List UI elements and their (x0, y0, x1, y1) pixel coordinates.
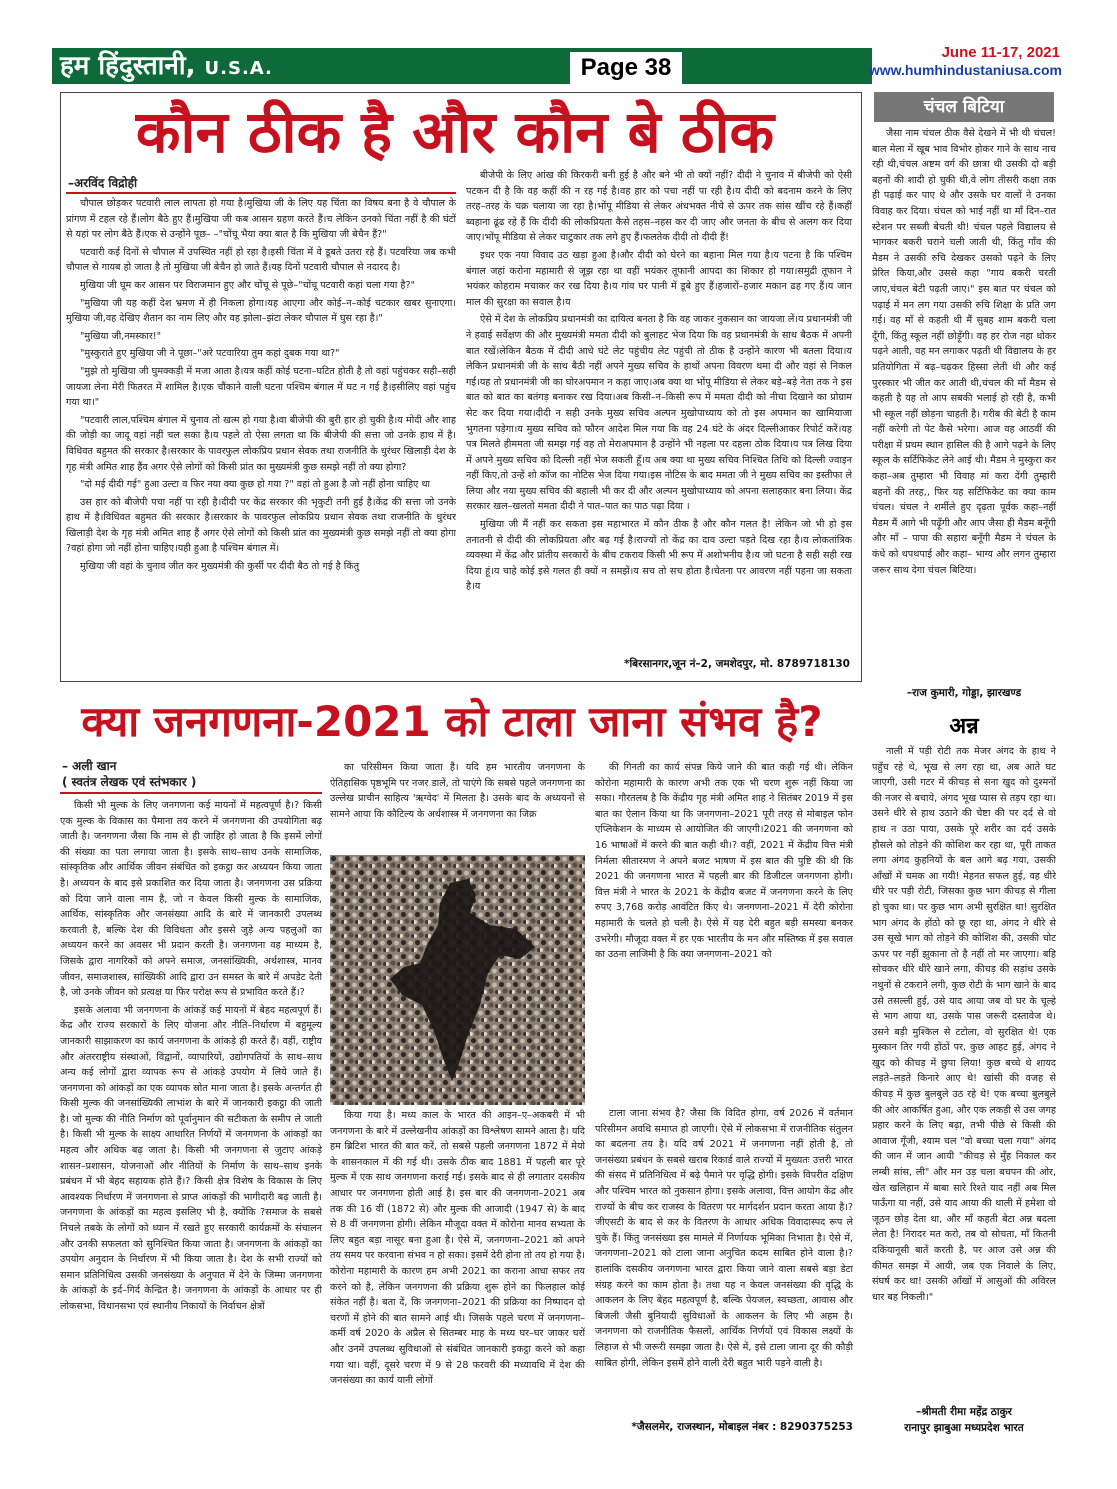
article1-col1 (66, 196, 456, 668)
article2-col3-bottom (595, 1106, 853, 1412)
article2-author: – अली खान (62, 759, 117, 773)
paragraph: "मुखिया जी,नमस्कार!" (80, 330, 162, 342)
article1-byline: –अरविंद विद्रोही (68, 176, 138, 190)
paragraph: जैसा नाम चंचल ठीक वैसे देखने में भी थी चंचल! बाल मेला में खूब भाव विभोर होकर गाने के साथ नाच रही थी,चंचल अष्टम वर्ग की छात्रा थी उसकी दो बड़ी बहनों की शादी हो चुकी थी,वे लोग तीसरी कक्षा तक ही पढ़ाई कर पाए थे और उसके घर वालों ने उनका विवाह कर दिया। चंचल को भाई नहीं था माँ दिन–रात स्टेशन पर सब्जी बेचती थी! चंचल पहले विद्यालय से भागकर बकरी चराने चली जाती थी, किंतु गाँव की मैडम ने उसकी रुचि देखकर उसको पढ़ने के लिए प्रेरित किया,और उससे कहा "गाय बकरी चरती जाए,चंचल बेटी पढ़ती जाए।" इस बात पर चंचल को पढ़ाई में मन लग गया उसकी रुचि शिक्षा के प्रति जग गई। वह माँ से कहती थी मैं सुबह शाम बकरी चला दूँगी, किंतु स्कूल नहीं छोड़ूँगी। वह हर रोज नहा धोकर पढ़ने आती, वह मन लगाकर पढ़ती थी विद्यालय के हर प्रतियोगिता में बढ़–चढ़कर हिस्सा लेती थी और कई पुरस्कार भी जीत कर आती थी,चंचल की माँ मैडम से कहती है यह तो आप सबकी भलाई हो रही है, कभी भी स्कूल नहीं छोड़ना चाहती है। गरीब की बेटी है काम नहीं करेगी तो पेट कैसे भरेगा। आज वह आठवीं की परीक्षा में प्रथम स्थान हासिल की है आगे पढ़ने के लिए स्कूल के सर्टिफिकेट लेने आई थी। मैडम ने मुस्कुरा कर कहा–अब तुम्हारा भी विवाह मां करा देंगी तुम्हारी बहनों की तरह,, फिर यह सर्टिफिकेट का क्या काम चंचल। चंचल ने शर्मीले हुए दृढ़ता पूर्वक कहा–नहीं मैडम मैं आगे भी पढ़ूँगी और आप जैसा ही मैडम बनूँगी और माँ – पापा की सहारा बनूँगी मैडम ने चंचल के कंधे को थपथपाई और कहा– भाग्य और लगन तुम्हारा जरूर साथ देगा चंचल बिटिया। (872, 128, 1056, 576)
article1-rule (66, 192, 456, 194)
paragraph: "पटवारी लाल,पश्चिम बंगाल में चुनाव तो खत्म हो गया है।वा बीजेपी की बुरी हार हो चुकी है।य मोदी और शाह की जोड़ी का जादू वहां नहीं चल सका है।य पहले तो ऐसा लगता था कि बीजेपी की सत्ता जो उनके हाथ में है।विधिवत बहुमत की सरकार है।सरकार के पावरफुल लोकप्रिय प्रधान सेवक तथा राजनीति के धुरंधर खिलाड़ी देश के गृह मंत्री अमित शाह हैंव अगर ऐसे लोगों को किसी प्रांत का मुख्यमंत्री कुछ समझे नहीं तो क्या होगा? (66, 414, 456, 473)
paragraph: इसके अलावा भी जनगणना के आंकड़ें कई मायनों में बेहद महत्वपूर्ण हैं। केंद्र और राज्य सरकारों के लिए योजना और नीति–निर्धारण में बहुमूल्य जानकारी साझाकरण का कार्य जनगणना के आंकड़े ही करते हैं। वहीं, राष्ट्रीय और अंतरराष्ट्रीय संस्थाओं, विद्वानों, व्यापारियों, उद्योगपतियों के साथ–साथ अन्य कई लोगों द्वारा व्यापक रूप से आंकड़े उपयोग में लिये जाते हैं। जनगणना को आंकड़ों का एक व्यापक स्रोत माना जाता है। इसके अन्तर्गत ही किसी मुल्क की जनसांख्यिकी लाभांश के बारे में जानकारी इकट्ठा की जाती है। जो मुल्क की नीति निर्माण को पूर्वानुमान की सटीकता के समीप ले जाती है। किसी भी मुल्क के साक्ष्य आधारित निर्णयों में जनगणना के आंकड़ों का महत्व और अधिक बढ़ जाता है। किसी भी जनगणना से जुटाए आंकड़े शासन–प्रशासन, योजनाओं और नीतियों के निर्माण के साथ–साथ इनके प्रबंधन में भी बेहद सहायक होते हैं।? किसी क्षेत्र विशेष के विकास के लिए आवश्यक निर्धारण में जनगणना से प्राप्त आंकड़ों की भागीदारी बढ़ जाती है। जनगणना के आंकड़ों का महत्व इसलिए भी है, क्योंकि ?समाज के सबसे निचले तबके के लोगों को ध्यान में रखते हुए सरकारी कार्यक्रमों के संचालन और उनकी सफलता को सुनिश्चित किया जाता है। जनगणना के आंकड़ों का उपयोग अनुदान के निर्धारण में भी किया जाता है। देश के सभी राज्यों को समान प्रतिनिधित्व उसकी जनसंख्या के अनुपात में देने के जिम्मा जनगणना के आंकड़ों के इर्द–गिर्द केन्द्रित है। जनगणना के आंकड़ों के आधार पर ही लोकसभा, विधानसभा एवं स्थानीय निकायों के निर्वाचन क्षेत्रों (60, 1004, 322, 1312)
paragraph: नाली में पड़ी रोटी तक मेजर अंगद के हाथ ने पहुँच रहे थे, भूख से लग रहा था, अब आते घट जाएगी, उसी गटर में कीचड़ से सना खुद को दुश्मनों की नजर से बचाये, अंगद भूख प्यास से तड़प रहा था। उसने धीरे से हाथ उठाने की चेष्टा की पर दर्द से वो हाथ न उठा पाया, उसके पूरे शरीर का दर्द उसके हौसले को तोड़ने की कोशिश कर रहा था, पूरी ताकत लगा अंगद कुहनियों के बल आगे बढ़ गया, उसकी आँखों में चमक आ गयी! मेहनत सफल हुई, वह धीरे धीरे पर पड़ी रोटी, जिसका कुछ भाग कीचड़ से गीला हो चुका था। पर कुछ भाग अभी सुरक्षित था! सुरक्षित भाग अंगद के होंठो को छू रहा था, अंगद ने धीरे से उस सूखे भाग को तोड़ने की कोशिश की, उसकी चोट ऊपर पर नहीं झुकाना तो है नहीं तो मर जाएगा। बहि सोचकर धीरे धीरे खाने लगा, कीचड़ की सड़ांध उसके नथुनों से टकराने लगी, कुछ रोटी के भाग खाने के बाद उसे तसल्ली हुई, उसे याद आया जब वो घर के चूल्हे से भाग आया था, उसके पास जरूरी दस्तावेज थे। उसने बड़ी मुश्किल से टटोला, वो सुरक्षित थे! एक मुस्कान तिर गयी होंठों पर, कुछ आहट हुई, अंगद ने खुद को कीचड़ में छुपा लिया! कुछ बच्चे थे शायद लड़ते–लड़ते किनारे आए थे! खांसी की वजह से कीचड़ में कुछ बुलबुले उठ रहे थे! एक बच्चा बुलबुले की ओर आकर्षित हुआ, और एक लकड़ी से उस जगह प्रहार करने के लिए बढ़ा, तभी पीछे से किसी की आवाज गूँजी, श्याम चल "वो बच्चा चला गया" अंगद की जान में जान आयी "कीचड़ से मुँह निकाल कर लम्बी सांस, ली" और मन उड़ चला बचपन की ओर, खेत खलिहान में बाबा सारे रिश्ते याद नहीं अब मिल पाऊँगा या नहीं, उसे याद आया की थाली में हमेशा वो जूठन छोड़ देता था, और माँ कहती बेटा अन्न बदला लेता है! निरादर मत करो, तब वो सोचता, माँ कितनी दकियानूसी बातें करती है, पर आज उसे अन्न की कीमत समझ में आयी, जब एक निवाले के लिए, संघर्ष कर था! उसकी आँखों में आसुओं की अविरल धार बह निकली।" (872, 746, 1056, 1303)
paragraph: का परिसीमन किया जाता है। यदि हम भारतीय जनगणना के ऐतिहासिक पृष्ठभूमि पर नजर डालें, तो पाएंगे कि सबसे पहले जनगणना का उल्लेख प्राचीन साहित्य 'ऋग्वेद' में मिलता है। उसके बाद के अध्ययनों से सामने आया कि कौटिल्य के अर्थशास्त्र में जनगणना का जिक्र (330, 762, 585, 820)
paragraph: बीजेपी के लिए आंख की किरकरी बनी हुई है और बने भी तो क्यों नहीं? दीदी ने चुनाव में बीजेपी को ऐसी पटकन दी है कि वह कहीं की न रह गई है।वह हार को पचा नहीं पा रही है।य दीदी को बदनाम करने के लिए तरह–तरह के चक्र चलाया जा रहा है।भोंपू मीडिया से लेकर अंधभक्त नीचे से ऊपर तक सांस खींच रहे हैं।कहीं ब्वहाना ढूंढ रहे हैं कि दीदी की लोकप्रियता कैसे तहस–नहस कर दी जाए और जनता के बीच से अलग कर दिया जाए।भोंपू मीडिया से लेकर चाटुकार तक लगे हुए हैं।फलतेक दीदी तो दीदी हैं! (466, 170, 852, 244)
poem2-body (872, 744, 1056, 1402)
crowd-photo-svg (330, 855, 585, 1105)
article2-rule (60, 792, 322, 794)
poem1-author: –राज कुमारी, गोड्डा, झारखण्ड (906, 687, 1022, 699)
paragraph: उस हार को बीजेपी पचा नहीं पा रही है।दीदी पर केंद्र सरकार की भृकुटी तनी हुई है।केंद्र की सत्ता जो उनके हाथ में है।विधिवत बहुमत की सरकार है।सरकार के पावरफुल लोकप्रिय प्रधान सेवक तथा राजनीति के धुरंधर खिलाड़ी देश के गृह मंत्री अमित शाह हैं अगर ऐसे लोगों को किसी प्रांत का मुख्यमंत्री कुछ समझे नहीं तो क्या होगा ?वहां होगा जो नहीं होना चाहिए।यही हुआ है पश्चिम बंगाल में। (66, 496, 456, 555)
article1-headline: कौन ठीक है और कौन बे ठीक (135, 98, 775, 166)
article2-headline: क्या जनगणना-2021 को टाला जाना संभव है? (81, 697, 823, 746)
paragraph: चौपाल छोड़कर पटवारी लाल लापता हो गया है।मुखिया जी के लिए यह चिंता का विषय बना है वे चौपाल के प्रांगण में टहल रहे हैं।लोग बैठे हुए हैं।मुखिया जी कब आसन ग्रहण करते हैं।च लेकिन उनको चिंता नहीं है की घंटों से यहां पर लोग बैठे हैं।एक से उन्होंने पूछ– –"चोंचू भैया क्या बात है कि मुखिया जी बेचैन हैं?" (66, 198, 456, 241)
poem1-title: चंचल बिटिया (874, 92, 1054, 122)
masthead-title (60, 50, 273, 85)
article2-col2-bottom (330, 1108, 585, 1438)
article2-signature: *जैसलमेर, राजस्थान, मोबाइल नंबर : 8290375253 (631, 1421, 853, 1433)
article2-col1 (60, 798, 322, 1438)
crowd-india-map-photo (330, 855, 585, 1105)
paragraph: मुखिया जी घूम कर आसन पर विराजमान हुए और चोंचू से पूछे–"चोंचू पटवारी कहां चला गया है?" (80, 279, 416, 291)
paragraph: मुखिया जी वहां के चुनाव जीत कर मुख्यमंत्री की कुर्सी पर दीदी बैठ तो गई है किंतु (80, 561, 360, 573)
issue-date: June 11-17, 2021 (941, 44, 1060, 61)
article2-author-role: ( स्वतंत्र लेखक एवं स्तंभकार ) (62, 775, 197, 789)
poem2-title: अन्न (949, 714, 979, 739)
article1-col2 (466, 168, 852, 652)
paragraph: "मुझे तो मुखिया जी घुमक्कड़ी में मजा आता है।यत्र कहीं कोई घटना–घटित होती है तो वहां पहुंचकर सही–सही जायजा लेना मेरी फितरत में शामिल है।एक चौंकाने वाली घटना पश्चिम बंगाल में घट न गई है।इसीलिए वहां पहुंच गया था।" (66, 365, 456, 409)
paragraph: पटवारी कई दिनों से चौपाल में उपस्थित नहीं हो रहा है।इसी चिंता में वे डूबते उतरा रहे हैं। पटवरिया जब कभी चौपाल से गायब हो जाता है तो मुखिया जी बेचैन हो जाते हैं।यह दिनों पटवारी चौपाल से नदारद है। (66, 246, 456, 274)
paragraph: ऐसे में देश के लोकप्रिय प्रधानमंत्री का दायित्व बनता है कि वह जाकर नुकसान का जायजा लें।य प्रधानमंत्री जी ने हवाई सर्वेक्षण की और मुख्यमंत्री ममता दीदी को बुलाहट भेज दिया कि वह प्रधानमंत्री के साथ बैठक में अपनी बात रखें।लेकिन बैठक में दीदी आधे घंटे लेट पहुंचीय लेट पहुंची तो ठीक है उन्होंने कारण भी बतला दिया।य लेकिन प्रधानमंत्री जी के साथ बैठी नहीं अपने मुख्य सचिव के हाथों अपना विवरण थमा दी और वहां से निकल गई।यह तो प्रधानमंत्री जी का घोरअपमान न कहा जाए।अब क्या था भोंपू मीडिया से लेकर बड़े–बड़े नेता तक ने इस बात को बात का बतंगड़ बनाकर रख दिया।अब किसी–न–किसी रूप में ममता दीदी को नीचा दिखाने का प्रोग्राम सेट कर दिया गया।दीदी न सही उनके मुख्य सचिव अल्पन मुखोपाध्याय को तो इस अपमान का खामियाजा भुगतना पड़ेगा।य मुख्य सचिव को फौरन आदेश मिल गया कि वह 24 घंटे के अंदर दिल्लीआकर रिपोर्ट करें।यह पत्र मिलते हीममता जी समझ गई वह तो मेराअपमान है उन्होंने भी नहला पर दहला ठोक दिया।य पत्र लिख दिया में अपने मुख्य सचिव को दिल्ली नहीं भेज सकती हूँ।य अब क्या था मुख्य सचिव निश्चित तिथि को दिल्ली ज्वाइन नहीं किए,तो उन्हें शो कॉज का नोटिस भेज दिया गया।इस नोटिस के बाद ममता जी ने मुख्य सचिव का इस्तीफा ले लिया और नया मुख्य सचिव की बहाली भी कर दी और अल्पन मुखोपाध्याय को अपना सलाहकार बना लिया। केंद्र सरकार खल–खलतो ममता दीदी ने पात–पात का पाठ पढ़ा दिया । (466, 314, 852, 513)
paragraph: मुखिया जी मैं नहीं कर सकता इस महाभारत में कौन ठीक है और कौन गलत है! लेकिन जो भी हो इस तनातनी से दीदी की लोकप्रियता और बढ़ गई है।राज्यों तो केंद्र का दाव उल्टा पड़ते दिख रहा है।य लोकतांत्रिक व्यवस्था में केंद्र और प्रांतीय सरकारों के बीच टकराव किसी भी रूप में अशोभनीय है।य जो घटना है सही सही रख दिया हूं।य चाहे कोई इसे गलत ही क्यों न समझें।य सच तो सच होता है।चेतना पर आवरण नहीं पहना जा सकता है।य (466, 519, 852, 593)
paragraph: "मुस्कुराते हुए मुखिया जी ने पूछा–"अरे पटवारिया तुम कहां दुबक गया था?" (80, 348, 340, 360)
masthead-country: U.S.A. (204, 58, 273, 79)
article2-col2-top (330, 760, 585, 854)
paragraph: टाला जाना संभव है? जैसा कि विदित होगा, वर्ष 2026 में वर्तमान परिसीमन अवधि समाप्त हो जाएगी। ऐसे में लोकसभा में राजनीतिक संतुलन का बदलना तय है। यदि वर्ष 2021 में जनगणना नहीं होती है, तो जनसंख्या प्रबंधन के सबसे खराब रिकार्ड वाले राज्यों में मुख्यतः उत्तरी भारत की संसद में प्रतिनिधित्व में बढ़े पैमाने पर वृद्धि होगी। इसके विपरीत दक्षिण और पश्चिम भारत को नुकसान होगा। इसके अलावा, वित्त आयोग केंद्र और राज्यों के बीच कर राजस्व के वितरण पर मार्गदर्शन प्रदान करता आया है।? जीएसटी के बाद से कर के वितरण के आधार अधिक विवादास्पद रूप ले चुके हैं। किंतु जनसंख्या इस मामले में निर्णायक भूमिका निभाता है। ऐसे में, जनगणना–2021 को टाला जाना अनुचित कदम साबित होने वाला है।? हालांकि दसकीय जनगणना भारत द्वारा किया जाने वाला सबसे बड़ा डेटा संग्रह करने का काम होता है। तथा यह न केवल जनसंख्या की वृद्धि के आकलन के लिए बेहद महत्वपूर्ण है, बल्कि पेयजल, स्वच्छता, आवास और बिजली जैसी बुनियादी सुविधाओं के आकलन के लिए भी अहम है। जनगणना को राजनीतिक फैसलों, आर्थिक निर्णयों एवं विकास लक्ष्यों के लिहाज से भी जरूरी समझा जाता है। ऐसे में, इसे टाला जाना दूर की कौड़ी साबित होगी, लेकिन इसमें होने वाली देरी बहुत भारी पड़ने वाली है। (595, 1108, 853, 1369)
paragraph: "दो मई दीदी गई" हुआ उल्टा व फिर नया क्या कुछ हो गया ?" वहां तो हुआ है जो नहीं होना चाहिए था (80, 479, 431, 491)
article1-signature: *बिरसानगर,जून नं–2, जमशेदपुर, मो. 8789718130 (623, 658, 850, 670)
paragraph: किसी भी मुल्क के लिए जनगणना कई मायनों में महत्वपूर्ण है।? किसी एक मुल्क के विकास का पैमाना तय करने में जनगणना की उपयोगिता बढ़ जाती है। जनगणना जैसा कि नाम से ही जाहिर हो जाता है कि इसमें लोगों की संख्या का पता लगाया जाता है। इसके साथ–साथ उनके सामाजिक, सांस्कृतिक और आर्थिक जीवन संबंधित को इकट्ठा कर अध्ययन किया जाता है। अध्ययन के बाद इसे प्रकाशित कर दिया जाता है। जनगणना उस प्रक्रिया को दिया जाने वाला नाम है, जो न केवल किसी मुल्क के सामाजिक, आर्थिक, सांस्कृतिक और जनसंख्या आदि के बारे में जानकारी उपलब्ध करवाती है, बल्कि देश की विविधता और इससे जुड़े अन्य पहलुओं का अध्ययन करने का अवसर भी प्रदान करती है। जनगणना वह माध्यम है, जिसके द्वारा नागरिकों को अपने समाज, जनसांख्यिकी, अर्थशास्त्र, मानव जीवन, समाजशास्त्र, सांख्यिकी आदि द्वारा उन समस्त के बारे में अपडेट देती है, जो उनके जीवन को प्रत्यक्ष या फिर परोक्ष रूप से प्रभावित करते हैं।? (60, 800, 322, 999)
page-number: Page 38 (570, 52, 682, 84)
article2-col3-top (595, 760, 853, 1104)
paragraph: किया गया है। मध्य काल के भारत की आइन–ए–अकबरी में भी जनगणना के बारे में उल्लेखनीय आंकड़ों का विश्लेषण सामने आता है। यदि हम ब्रिटिश भारत की बात करें, तो सबसे पहली जनगणना 1872 में मेयो के शासनकाल में की गई थी। उसके ठीक बाद 1881 में पहली बार पूरे मुल्क में एक साथ जनगणना कराई गई। इसके बाद से ही लगातार दसकीय आधार पर जनगणना होती आई है। इस बार की जनगणना–2021 अब तक की 16 वीं (1872 से) और मुल्क की आजादी (1947 से) के बाद से 8 वीं जनगणना होगी। लेकिन मौजूदा वक्त में कोरोना मानव सभ्यता के लिए बहुत बड़ा नासूर बना हुआ है। ऐसे में, जनगणना–2021 को अपने तय समय पर करवाना संभव न हो सका। इसमें देरी होना तो तय हो गया है। कोरोना महामारी के कारण हम अभी 2021 का कराना आधा सफर तय करने को है, लेकिन जनगणना की प्रक्रिया शुरू होने का फिलहाल कोई संकेत नहीं है। बता दें, कि जनगणना–2021 की प्रक्रिया का निष्पादन दो चरणों में होने की बात सामने आई थी। जिसके पहले चरण में जनगणना–कर्मी वर्ष 2020 के अप्रैल से सितम्बर माह के मध्य घर–घर जाकर घरों और उनमें उपलब्ध सुविधाओं से संबंधित जानकारी इकट्ठा करने को कहा गया था। वहीं, दूसरे चरण में 9 से 28 फरवरी की मध्यावधि में देश की जनसंख्या का कार्य यानी लोगों (330, 1110, 585, 1387)
masthead-name: हम हिंदुस्तानी, (60, 51, 196, 81)
poem1-body (872, 126, 1056, 674)
paragraph: इधर एक नया विवाद उठ खड़ा हुआ है।और दीदी को घेरने का बहाना मिल गया है।य पटना है कि पश्चिम बंगाल जहां करोना महामारी से जूझ रहा था वहीं भयंकर तूफानी आपदा का शिकार हो गया।समुद्री तूफान ने भयंकर कोहराम मचाकर कर रख दिया है।य गांव घर पानी में डूबे हुए हैं।हजारों–हजार मकान ढह गए हैं।य जान माल की सुरक्षा का सवाल है।य (466, 249, 852, 308)
poem2-author: –श्रीमती रीमा महेंद्र ठाकुर (916, 1406, 1012, 1418)
paragraph: की गिनती का कार्य संपन्न किये जाने की बात कही गई थी। लेकिन कोरोना महामारी के कारण अभी तक एक भी चरण शुरू नहीं किया जा सका। गौरतलब है कि केंद्रीय गृह मंत्री अमित शाह ने सितंबर 2019 में इस बात का ऐलान किया था कि जनगणना–2021 पूरी तरह से मोबाइल फोन एप्लिकेशन के माध्यम से आयोजित की जाएगी।2021 की जनगणना को 16 भाषाओं में करने की बात कही थी।? वहीं, 2021 में केंद्रीय वित्त मंत्री निर्मला सीतारमण ने अपने बजट भाषण में इस बात की पुष्टि की थी कि 2021 की जनगणना भारत में पहली बार की डिजीटल जनगणना होगी। वित्त मंत्री ने भारत के 2021 के केंद्रीय बजट में जनगणना करने के लिए रुपए 3,768 करोड़ आवंटित किए थे। जनगणना–2021 में देरी कोरोना महामारी के चलते हो चली है। ऐसे में यह देरी बहुत बड़ी समस्या बनकर उभरेगी। मौजूदा वक्त में हर एक भारतीय के मन और मस्तिष्क में इस सवाल का उठना लाजिमी है कि क्या जनगणना–2021 को (595, 762, 853, 961)
poem2-place: रानापुर झाबुआ मध्यप्रदेश भारत (904, 1422, 1024, 1434)
website-link[interactable]: www.humhindustaniusa.com (868, 62, 1062, 78)
paragraph: "मुखिया जी यह कहीं देश भ्रमण में ही निकला होगा।यह आएगा और कोई–न–कोई चटकार खबर सुनाएगा। मुखिया जी,वह देखिए शैतान का नाम लिए और वह झोला–झंटा लेकर चौपाल में घुस रहा है।" (66, 297, 456, 325)
